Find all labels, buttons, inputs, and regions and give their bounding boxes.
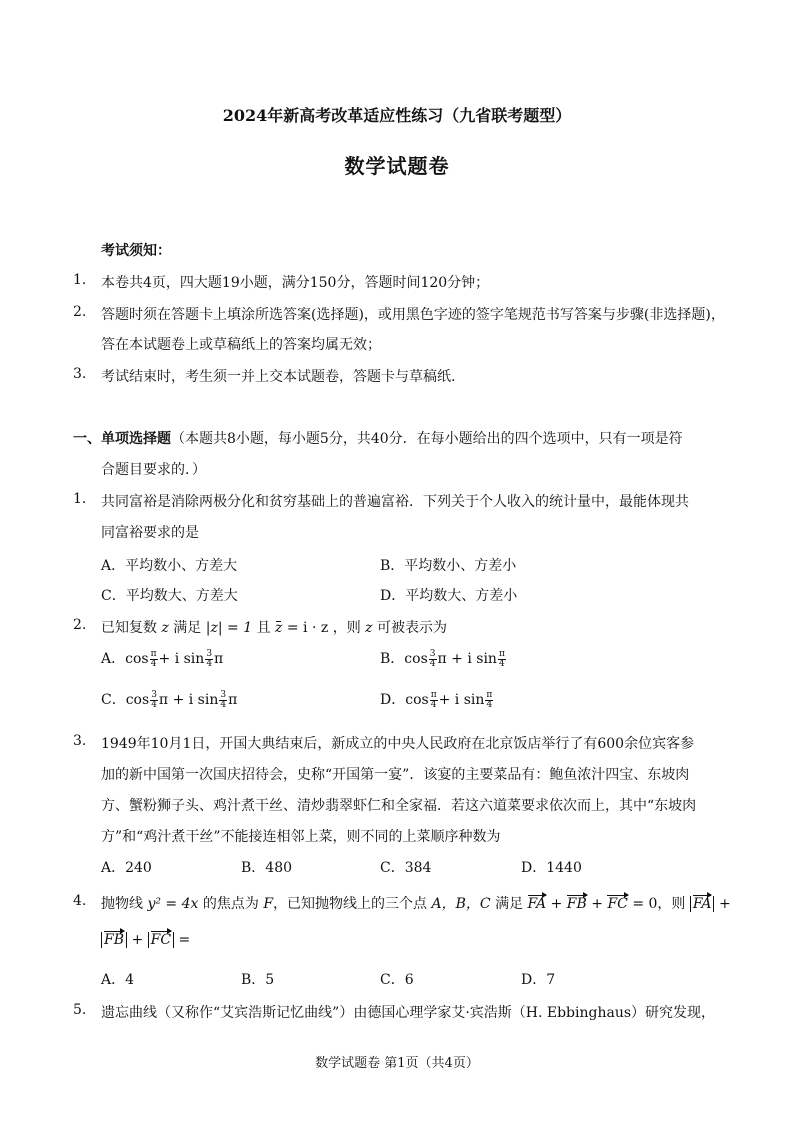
q3-option-b: B．480 <box>241 860 293 876</box>
exam-title: 2024年新高考改革适应性练习（九省联考题型） <box>222 106 572 125</box>
q1-option-b: B．平均数小、方差小 <box>380 558 517 574</box>
q1-num: 1. <box>73 491 87 507</box>
q3-line-4: 方”和“鸡汁煮干丝”不能接连相邻上菜，则不同的上菜顺序种数为 <box>101 829 501 845</box>
notice-item-2-line-1: 答题时须在答题卡上填涂所选答案(选择题)，或用黑色字迹的签字笔规范书写答案与步骤(非选择题)， <box>101 307 725 323</box>
q3-option-d: D．1440 <box>521 860 582 876</box>
q4-line-1: 抛物线 y² = 4x 的焦点为 F，已知抛物线上的三个点 A，B，C 满足 FA + FB + FC = 0，则 FA + <box>101 896 731 912</box>
q1-option-a: A．平均数小、方差大 <box>101 558 238 574</box>
q4-option-d: D．7 <box>521 972 556 988</box>
q2-option-c: C．cos $\frac{3}{4}$ π + i sin $\frac{3}{4}$ π <box>101 689 238 710</box>
notice-heading: 考试须知： <box>101 243 171 259</box>
notice-num-2: 2. <box>73 304 87 320</box>
q2-stem: 已知复数 z 满足 |z| = 1 且 z = i · z ，则 z 可被表示为 <box>101 620 447 636</box>
q2-option-d: D．cos $\frac{\pi}{4}$ + i sin $\frac{\pi}{4}$ <box>380 689 493 710</box>
q2-num: 2. <box>73 617 87 633</box>
q1-option-d: D．平均数大、方差小 <box>380 588 518 604</box>
section1-desc-1: （本题共8小题，每小题5分，共40分．在每小题给出的四个选项中，只有一项是符 <box>171 431 683 447</box>
q4-option-c: C．6 <box>380 972 414 988</box>
q1-line-2: 同富裕要求的是 <box>101 525 199 541</box>
q3-option-c: C．384 <box>380 860 432 876</box>
q3-option-a: A．240 <box>101 860 152 876</box>
notice-num-1: 1. <box>73 272 87 288</box>
q4-option-a: A．4 <box>101 972 135 988</box>
q5-line-1: 遗忘曲线（又称作“艾宾浩斯记忆曲线”）由德国心理学家艾·宾浩斯（H. Ebbinghaus）研究发现， <box>101 1005 716 1021</box>
q3-line-1: 1949年10月1日，开国大典结束后，新成立的中央人民政府在北京饭店举行了有600余位宾客参 <box>101 736 695 752</box>
q4-option-b: B．5 <box>241 972 275 988</box>
q3-line-3: 方、蟹粉狮子头、鸡汁煮干丝、清炒翡翠虾仁和全家福．若这六道菜要求依次而上，其中“东坡肉 <box>101 798 697 814</box>
q4-num: 4. <box>73 893 87 909</box>
notice-item-3: 考试结束时，考生须一并上交本试题卷，答题卡与草稿纸. <box>101 369 456 385</box>
section1-label: 一、单项选择题 <box>73 431 171 447</box>
q1-line-1: 共同富裕是消除两极分化和贫穷基础上的普遍富裕．下列关于个人收入的统计量中，最能体现共 <box>101 494 689 510</box>
q2-option-b: B．cos $\frac{3}{4}$ π + i sin $\frac{\pi}{4}$ <box>380 648 505 669</box>
section1-header <box>73 428 683 448</box>
q3-num: 3. <box>73 733 87 749</box>
notice-num-3: 3. <box>73 366 87 382</box>
q3-line-2: 加的新中国第一次国庆招待会，史称“开国第一宴”．该宴的主要菜品有：鲍鱼浓汁四宝、东坡肉 <box>101 767 690 783</box>
notice-item-2-line-2: 答在本试题卷上或草稿纸上的答案均属无效； <box>101 337 381 353</box>
page-footer: 数学试题卷 第1页（共4页） <box>315 1056 479 1071</box>
q1-option-c: C．平均数大、方差大 <box>101 588 238 604</box>
exam-subtitle: 数学试题卷 <box>344 154 450 178</box>
q4-line-2: FB + FC = <box>101 932 190 948</box>
section1-desc-2: 合题目要求的．） <box>101 462 206 478</box>
notice-item-1: 本卷共4页，四大题19小题，满分150分，答题时间120分钟； <box>101 275 490 291</box>
q2-option-a: A．cos $\frac{\pi}{4}$ + i sin $\frac{3}{4}$ π <box>101 648 224 669</box>
q5-num: 5. <box>73 1002 87 1018</box>
